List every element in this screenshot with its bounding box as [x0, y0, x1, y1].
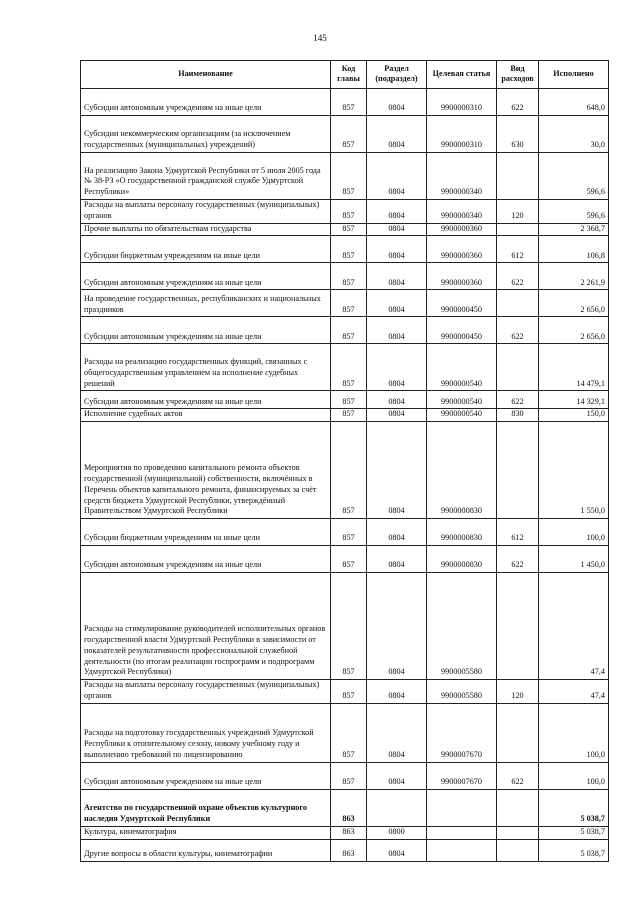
cell-type: [497, 223, 539, 236]
cell-section: 0804: [367, 290, 427, 317]
table-row: [81, 703, 609, 762]
cell-code: 857: [331, 519, 367, 546]
cell-name: Агентство по государственной охране объектов культурного наследия Удмуртской Республики: [81, 789, 331, 826]
table-row: [81, 236, 609, 263]
cell-section: 0804: [367, 762, 427, 789]
cell-section: 0804: [367, 422, 427, 519]
cell-target: 9900000360: [427, 236, 497, 263]
cell-type: 630: [497, 116, 539, 153]
table-header-row: [81, 61, 609, 89]
cell-target: 9900000830: [427, 546, 497, 573]
cell-executed: 14 329,1: [539, 391, 609, 409]
cell-code: 863: [331, 789, 367, 826]
table-body: [81, 89, 609, 862]
table-row: [81, 344, 609, 391]
header-executed: Исполнено: [539, 61, 609, 89]
cell-code: 857: [331, 317, 367, 344]
table-row: [81, 263, 609, 290]
table-row: [81, 519, 609, 546]
cell-type: [497, 344, 539, 391]
cell-executed: 648,0: [539, 89, 609, 116]
cell-code: 857: [331, 391, 367, 409]
cell-target: 9900000540: [427, 391, 497, 409]
cell-type: 120: [497, 200, 539, 224]
cell-target: 9900000360: [427, 223, 497, 236]
table-row: [81, 789, 609, 826]
cell-name: Расходы на реализацию государственных функций, связанных с общегосударственным управлением на исполнение судебных решений: [81, 344, 331, 391]
cell-target: 9900007670: [427, 762, 497, 789]
cell-code: 863: [331, 839, 367, 861]
table-row: [81, 391, 609, 409]
cell-target: 9900005580: [427, 573, 497, 680]
cell-code: 857: [331, 573, 367, 680]
cell-code: 857: [331, 762, 367, 789]
cell-section: 0804: [367, 839, 427, 861]
cell-type: 622: [497, 263, 539, 290]
cell-section: 0804: [367, 223, 427, 236]
cell-executed: 5 038,7: [539, 789, 609, 826]
cell-section: 0804: [367, 391, 427, 409]
cell-executed: 596,6: [539, 153, 609, 200]
cell-target: 9900000310: [427, 89, 497, 116]
cell-type: 612: [497, 519, 539, 546]
table-row: [81, 317, 609, 344]
cell-code: 857: [331, 200, 367, 224]
cell-name: Исполнение судебных актов: [81, 409, 331, 422]
cell-name: На проведение государственных, республиканских и национальных праздников: [81, 290, 331, 317]
cell-name: Другие вопросы в области культуры, кинематографии: [81, 839, 331, 861]
cell-section: 0804: [367, 89, 427, 116]
cell-section: 0804: [367, 519, 427, 546]
header-name: Наименование: [81, 61, 331, 89]
cell-target: 9900000450: [427, 290, 497, 317]
cell-name: Расходы на стимулирование руководителей исполнительных органов государственной власти Удмуртской Республики в зависимости от показателей результативности профессиональной служебной деятельности (по итогам реализации госпрограмм и подпрограмм Удмуртской Республики): [81, 573, 331, 680]
cell-executed: 150,0: [539, 409, 609, 422]
cell-name: Субсидии бюджетным учреждениям на иные цели: [81, 519, 331, 546]
table-row: [81, 409, 609, 422]
cell-target: 9900000450: [427, 317, 497, 344]
cell-executed: 596,6: [539, 200, 609, 224]
cell-type: 120: [497, 680, 539, 704]
cell-name: Субсидии автономным учреждениям на иные цели: [81, 317, 331, 344]
cell-target: [427, 789, 497, 826]
table-row: [81, 839, 609, 861]
cell-code: 857: [331, 409, 367, 422]
cell-section: 0804: [367, 409, 427, 422]
cell-type: [497, 826, 539, 839]
cell-name: Субсидии некоммерческим организациям (за исключением государственных (муниципальных) учреждений): [81, 116, 331, 153]
cell-section: 0804: [367, 573, 427, 680]
cell-code: 857: [331, 344, 367, 391]
cell-section: [367, 789, 427, 826]
cell-executed: 2 261,9: [539, 263, 609, 290]
cell-code: 857: [331, 223, 367, 236]
cell-type: [497, 153, 539, 200]
cell-target: 9900000830: [427, 519, 497, 546]
cell-target: 9900000340: [427, 153, 497, 200]
cell-section: 0804: [367, 317, 427, 344]
cell-executed: 5 038,7: [539, 839, 609, 861]
table-row: [81, 546, 609, 573]
cell-executed: 100,0: [539, 519, 609, 546]
table-row: [81, 290, 609, 317]
table-row: [81, 680, 609, 704]
cell-name: Субсидии автономным учреждениям на иные цели: [81, 546, 331, 573]
cell-executed: 106,8: [539, 236, 609, 263]
cell-executed: 2 656,0: [539, 317, 609, 344]
table-row: [81, 826, 609, 839]
cell-name: Расходы на выплаты персоналу государственных (муниципальных) органов: [81, 680, 331, 704]
cell-name: Субсидии автономным учреждениям на иные цели: [81, 263, 331, 290]
cell-type: [497, 789, 539, 826]
cell-executed: 47,4: [539, 680, 609, 704]
cell-code: 857: [331, 89, 367, 116]
cell-section: 0804: [367, 680, 427, 704]
cell-executed: 5 038,7: [539, 826, 609, 839]
cell-target: 9900000540: [427, 344, 497, 391]
cell-section: 0804: [367, 703, 427, 762]
cell-type: [497, 839, 539, 861]
cell-target: 9900000830: [427, 422, 497, 519]
table-row: [81, 223, 609, 236]
table-row: [81, 116, 609, 153]
cell-target: 9900000340: [427, 200, 497, 224]
cell-code: 857: [331, 680, 367, 704]
cell-code: 857: [331, 263, 367, 290]
budget-table: [80, 60, 609, 862]
cell-executed: 47,4: [539, 573, 609, 680]
cell-code: 857: [331, 422, 367, 519]
cell-target: [427, 839, 497, 861]
table-row: [81, 422, 609, 519]
cell-name: Субсидии автономным учреждениям на иные цели: [81, 89, 331, 116]
cell-type: [497, 703, 539, 762]
table-row: [81, 200, 609, 224]
cell-executed: 2 656,0: [539, 290, 609, 317]
cell-code: 857: [331, 703, 367, 762]
cell-section: 0804: [367, 236, 427, 263]
table-row: [81, 762, 609, 789]
cell-type: 830: [497, 409, 539, 422]
cell-type: 622: [497, 762, 539, 789]
cell-target: 9900007670: [427, 703, 497, 762]
cell-section: 0804: [367, 344, 427, 391]
header-section: Раздел (подраздел): [367, 61, 427, 89]
cell-type: 612: [497, 236, 539, 263]
cell-executed: 1 450,0: [539, 546, 609, 573]
cell-target: 9900000310: [427, 116, 497, 153]
cell-name: Субсидии бюджетным учреждениям на иные цели: [81, 236, 331, 263]
cell-executed: 1 550,0: [539, 422, 609, 519]
cell-type: [497, 422, 539, 519]
cell-target: 9900000540: [427, 409, 497, 422]
header-type: Вид расходов: [497, 61, 539, 89]
cell-name: Прочие выплаты по обязательствам государства: [81, 223, 331, 236]
cell-executed: 30,0: [539, 116, 609, 153]
header-code: Код главы: [331, 61, 367, 89]
cell-type: 622: [497, 546, 539, 573]
cell-section: 0804: [367, 200, 427, 224]
header-target: Целевая статья: [427, 61, 497, 89]
cell-type: 622: [497, 317, 539, 344]
cell-code: 857: [331, 153, 367, 200]
cell-name: Мероприятия по проведению капитального ремонта объектов государственной (муниципальной) собственности, включённых в Перечень объектов капитального ремонта, финансируемых за счёт средств бюджета Удмуртской Республики, утверждённый Правительством Удмуртской Республики: [81, 422, 331, 519]
cell-executed: 100,0: [539, 703, 609, 762]
cell-section: 0800: [367, 826, 427, 839]
cell-target: 9900005580: [427, 680, 497, 704]
cell-target: 9900000360: [427, 263, 497, 290]
cell-code: 857: [331, 546, 367, 573]
cell-name: На реализацию Закона Удмуртской Республики от 5 июля 2005 года № 38-РЗ «О государственной гражданской службе Удмуртской Республики»: [81, 153, 331, 200]
cell-code: 857: [331, 290, 367, 317]
cell-executed: 100,0: [539, 762, 609, 789]
table-row: [81, 153, 609, 200]
cell-executed: 2 368,7: [539, 223, 609, 236]
cell-section: 0804: [367, 153, 427, 200]
cell-name: Субсидии автономным учреждениям на иные цели: [81, 762, 331, 789]
table-row: [81, 573, 609, 680]
cell-type: [497, 573, 539, 680]
table-row: [81, 89, 609, 116]
cell-name: Культура, кинематография: [81, 826, 331, 839]
cell-target: [427, 826, 497, 839]
page-number: 145: [313, 33, 327, 43]
cell-section: 0804: [367, 546, 427, 573]
cell-section: 0804: [367, 263, 427, 290]
cell-type: 622: [497, 391, 539, 409]
cell-name: Расходы на выплаты персоналу государственных (муниципальных) органов: [81, 200, 331, 224]
cell-section: 0804: [367, 116, 427, 153]
cell-executed: 14 479,1: [539, 344, 609, 391]
cell-code: 863: [331, 826, 367, 839]
cell-type: 622: [497, 89, 539, 116]
cell-code: 857: [331, 116, 367, 153]
cell-type: [497, 290, 539, 317]
cell-name: Расходы на подготовку государственных учреждений Удмуртской Республики к отопительному сезону, новому учебному году и выполнению требований по лицензированию: [81, 703, 331, 762]
cell-name: Субсидии автономным учреждениям на иные цели: [81, 391, 331, 409]
cell-code: 857: [331, 236, 367, 263]
